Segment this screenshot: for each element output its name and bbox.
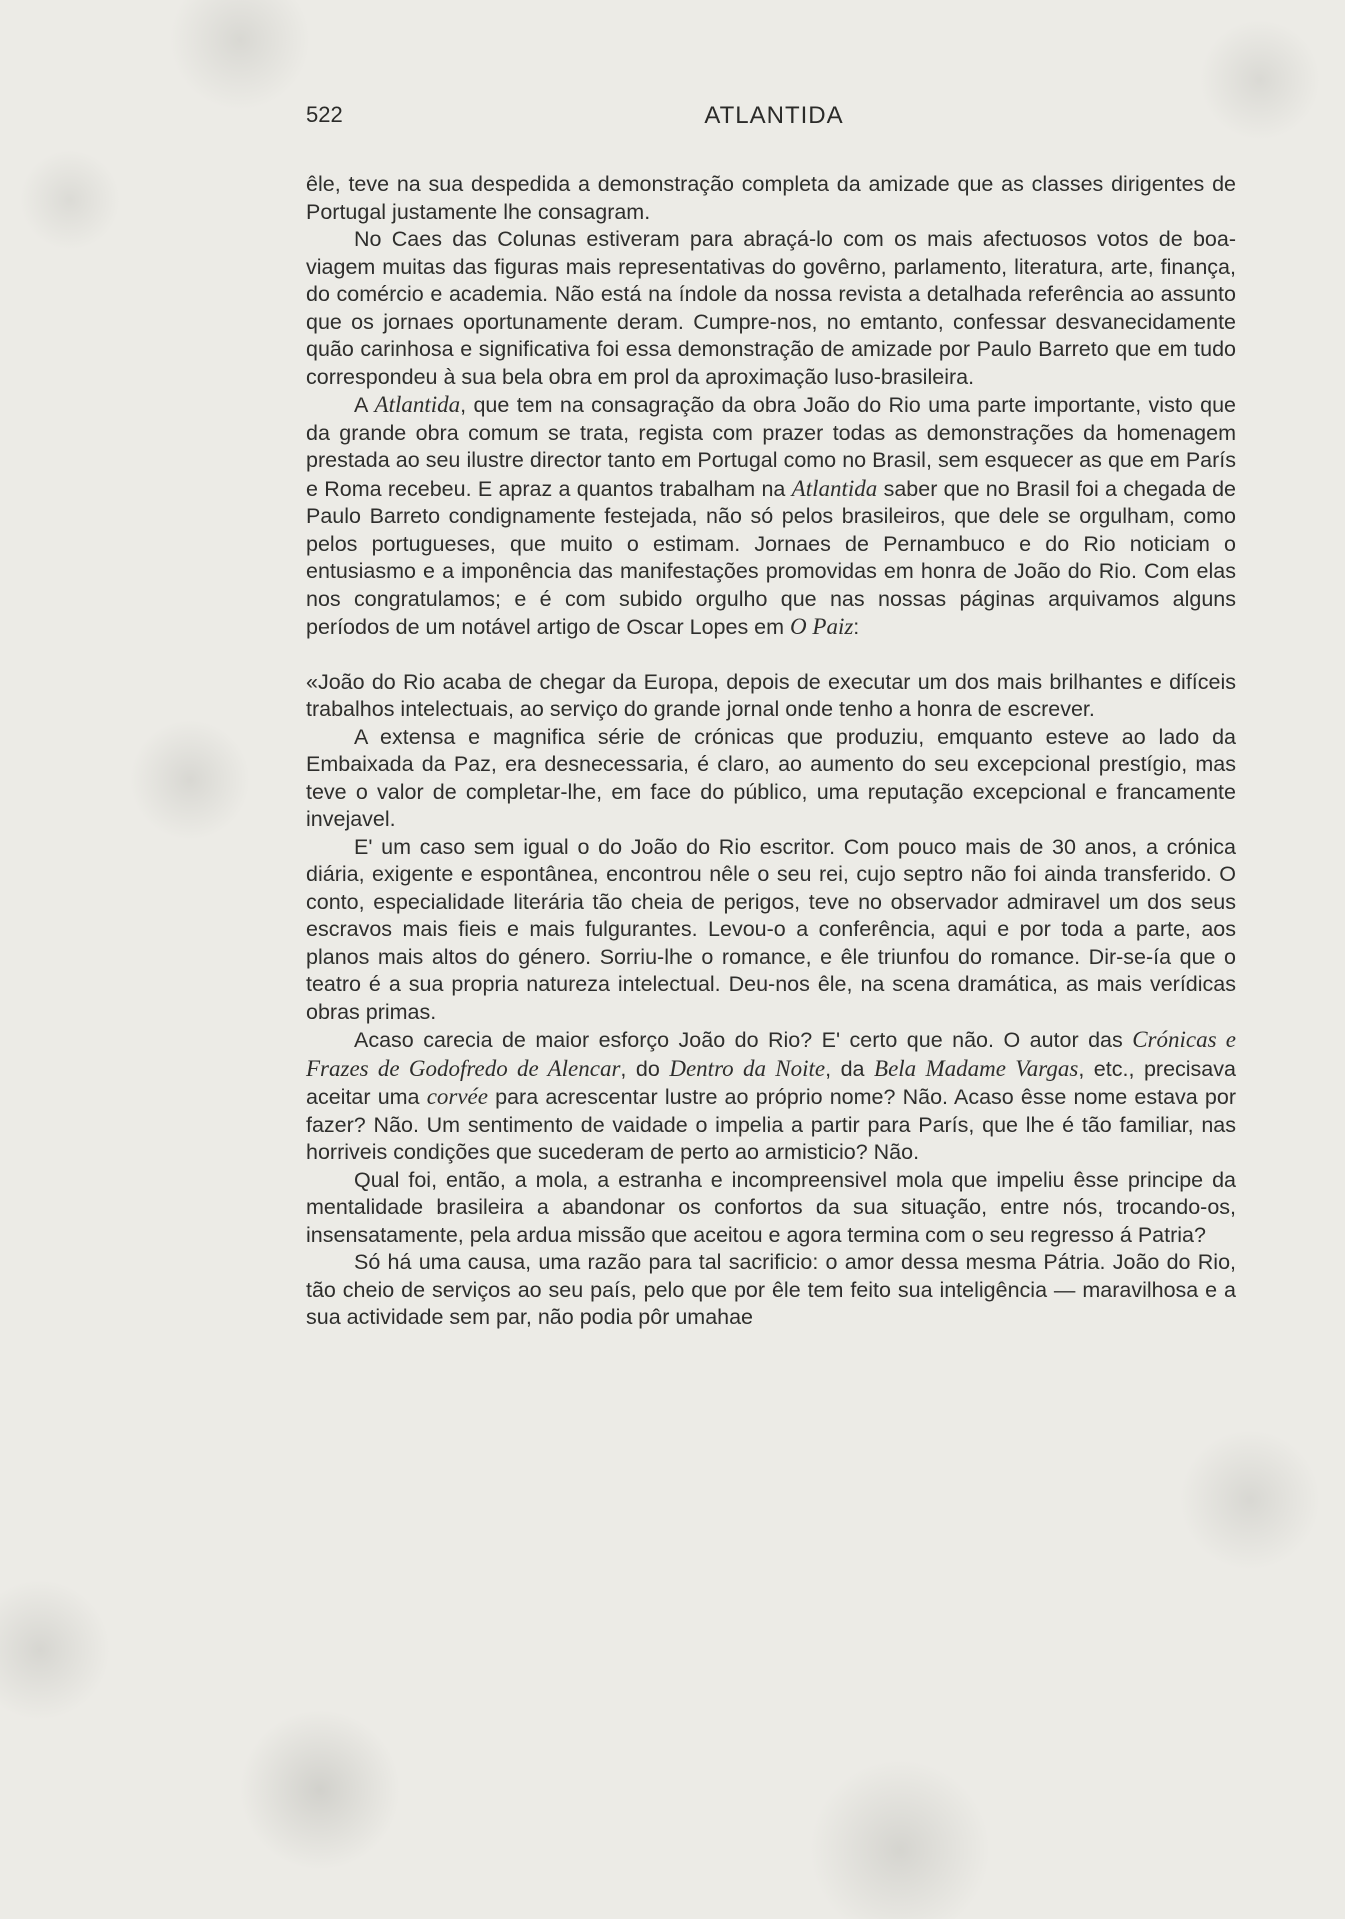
quote-paragraph-4	[306, 1026, 1236, 1167]
italic-title-o-paiz: O Paiz	[790, 614, 854, 639]
text-run: A	[354, 393, 375, 417]
quote-paragraph-3: E' um caso sem igual o do João do Rio escritor. Com pouco mais de 30 anos, a crónica diária, exigente e espontânea, encontrou nêle o seu rei, cujo septro não foi ainda transferido. O conto, especialidade literária tão cheia de perigos, teve no observador admiravel um dos seus escravos mais fieis e mais fulgurantes. Levou-o a conferência, aqui e por toda a parte, aos planos mais altos do género. Sorriu-lhe o romance, e êle triunfou do romance. Dir-se-ía que o teatro é a sua propria natureza intelectual. Deu-nos êle, na scena dramática, as mais verídicas obras primas.	[306, 834, 1236, 1024]
text-run: Acaso carecia de maior esforço João do Rio? E' certo que não. O autor das	[354, 1028, 1133, 1052]
page-header	[306, 102, 1242, 138]
quote-paragraph-6: Só há uma causa, uma razão para tal sacrificio: o amor dessa mesma Pátria. João do Rio, tão cheio de serviços ao seu país, pelo que por êle tem feito sua inteligência — maravilhosa e a sua actividade sem par, não podia pôr umahae	[306, 1250, 1236, 1329]
text-run: :	[853, 615, 860, 639]
text-run: , etc., precisava aceitar uma	[306, 1056, 1236, 1109]
quote-paragraph-1: «João do Rio acaba de chegar da Europa, depois de executar um dos mais brilhantes e difíceis trabalhos intelectuais, ao serviço do grande jornal onde tenho a honra de escrever.	[306, 669, 1236, 721]
text-run: , do	[620, 1056, 670, 1081]
italic-book-title: Crónicas e Frazes de Godofredo de Alencar	[306, 1027, 1236, 1081]
italic-word-corvee: corvée	[426, 1084, 488, 1109]
text-run: saber que no Brasil foi a chegada de Paulo Barreto condignamente festejada, não só pelos brasileiros, que dele se orgulham, como pelos portugueses, que muito o estimam. Jornaes de Pernambuco e do Rio noticiam o entusiasmo e a imponência das manifestações promovidas em honra de João do Rio. Com elas nos congratulamos; e é com subido orgulho que nas nossas páginas arquivamos alguns períodos de um notável artigo de Oscar Lopes em	[306, 476, 1236, 639]
text-run: , que tem na consagração da obra João do Rio uma parte importante, visto que da grande obra comum se trata, regista com prazer todas as demonstrações da homenagem prestada ao seu ilustre director tanto em Portugal como no Brasil, sem esquecer as que em París e Roma recebeu. E apraz a quantos trabalham na	[306, 393, 1236, 501]
text-run: para acrescentar lustre ao próprio nome? Não. Acaso êsse nome estava por fazer? Não. Um sentimento de vaidade o impelia a partir para París, que lhe é tão familiar, nas horriveis condições que sucederam de perto ao armisticio? Não.	[306, 1085, 1237, 1164]
paragraph-3	[306, 391, 1236, 642]
italic-book-title: Dentro da Noite	[669, 1055, 826, 1081]
paragraph-1: êle, teve na sua despedida a demonstração completa da amizade que as classes dirigentes de Portugal justamente lhe consagram.	[306, 172, 1236, 224]
page-number: 522	[306, 102, 343, 127]
italic-title-atlantida: Atlantida	[791, 475, 878, 501]
quote-paragraph-2: A extensa e magnifica série de crónicas que produziu, emquanto esteve ao lado da Embaixada da Paz, era desnecessaria, é claro, ao aumento do seu excepcional prestígio, mas teve o valor de completar-lhe, em face do público, uma reputação excepcional e francamente invejavel.	[306, 724, 1236, 831]
paragraph-2: No Caes das Colunas estiveram para abraçá-lo com os mais afectuosos votos de boa-viagem muitas das figuras mais representativas do govêrno, parlamento, literatura, arte, finança, do comércio e academia. Não está na índole da nossa revista a detalhada referência ao assunto que os jornaes oportunamente deram. Cumpre-nos, no emtanto, confessar desvanecidamente quão carinhosa e significativa foi essa demonstração de amizade por Paulo Barreto que em tudo correspondeu à sua bela obra em prol da aproximação luso-brasileira.	[306, 227, 1236, 389]
quote-paragraph-5: Qual foi, então, a mola, a estranha e incompreensivel mola que impeliu êsse principe da mentalidade brasileira a abandonar os confortos da sua situação, entre nós, trocando-os, insensatamente, pela ardua missão que aceitou e agora termina com o seu regresso á Patria?	[306, 1167, 1236, 1247]
running-title: ATLANTIDA	[704, 102, 844, 129]
text-run: , da	[825, 1056, 875, 1081]
italic-title-atlantida: Atlantida	[374, 392, 461, 417]
italic-book-title: Bela Madame Vargas	[874, 1055, 1079, 1081]
article-body	[306, 171, 1236, 1332]
